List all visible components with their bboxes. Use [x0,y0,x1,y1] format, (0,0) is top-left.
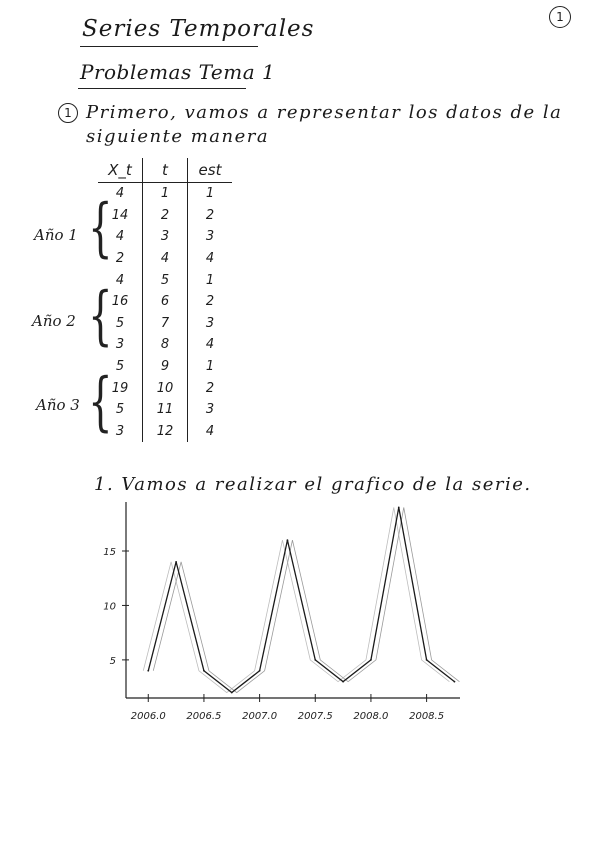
table-row [98,356,232,378]
chart-series [143,507,459,694]
table-row [98,269,232,291]
table-row [98,334,232,356]
chart-axes [126,502,460,698]
problem-intro-line-2: siguiente manera [86,126,270,147]
data-point [314,659,316,661]
cell-xt: 4 [115,272,125,288]
header-xt: X_t [98,158,143,183]
x-tick-label: 2006.0 [130,711,166,722]
data-point [454,681,456,683]
x-tick-label: 2007.0 [242,711,278,722]
subtitle-underline [78,88,246,89]
header-t: t [143,158,188,183]
page-subtitle: Problemas Tema 1 [80,60,276,84]
cell-est: 1 [188,269,233,291]
table-header-row [98,158,232,183]
x-tick-label: 2008.0 [353,711,389,722]
year-label-3: Año 3 [36,396,80,414]
table-row [98,183,232,205]
cell-xt: 16 [111,294,129,310]
year-label-2: Año 2 [32,312,76,330]
problem-intro-line-1: Primero, vamos a representar los datos de la [86,102,563,123]
page-title: Series Temporales [82,16,315,42]
brace-year-1: { [88,191,113,265]
series-ghost-trace [153,507,459,692]
brace-year-3: { [88,365,113,439]
page-number: 1 [549,6,571,28]
brace-year-2: { [88,279,113,353]
cell-est: 3 [188,399,233,421]
cell-est: 2 [188,205,233,227]
cell-t: 12 [143,421,188,443]
data-table [98,158,232,442]
table-row [98,421,232,443]
data-point [342,681,344,683]
cell-xt: 3 [115,337,125,353]
cell-xt: 5 [115,402,125,418]
data-point [370,659,372,661]
data-point [426,659,428,661]
header-est: est [188,158,233,183]
cell-t: 5 [143,269,188,291]
cell-t: 10 [143,377,188,399]
cell-xt: 5 [115,315,125,331]
step-1-text: 1. Vamos a realizar el grafico de la serie. [94,474,532,495]
y-tick-label: 15 [103,547,116,558]
data-point [287,539,289,541]
table-row [98,313,232,335]
data-point [175,561,177,563]
table-row [98,248,232,270]
cell-xt: 5 [115,359,125,375]
cell-xt: 2 [115,251,125,267]
cell-est: 3 [188,226,233,248]
year-label-1: Año 1 [34,226,78,244]
y-tick-label: 10 [103,601,116,613]
cell-xt: 4 [115,186,125,202]
cell-est: 4 [188,421,233,443]
x-tick-label: 2006.5 [186,711,222,722]
data-point [231,692,233,694]
data-point [398,507,400,509]
cell-t: 2 [143,205,188,227]
table-row [98,377,232,399]
table-row [98,226,232,248]
data-point [259,670,261,672]
data-point [203,670,205,672]
cell-t: 4 [143,248,188,270]
cell-t: 9 [143,356,188,378]
data-point [147,670,149,672]
cell-t: 1 [143,183,188,205]
problem-number-circle: 1 [58,103,78,123]
x-tick-label: 2008.5 [409,711,445,722]
cell-t: 7 [143,313,188,335]
cell-est: 4 [188,334,233,356]
table-row [98,205,232,227]
cell-t: 6 [143,291,188,313]
cell-est: 1 [188,183,233,205]
cell-xt: 14 [111,207,129,223]
cell-est: 1 [188,356,233,378]
cell-est: 4 [188,248,233,270]
table-row [98,399,232,421]
x-tick-label: 2007.5 [297,711,333,722]
cell-est: 2 [188,291,233,313]
cell-xt: 3 [115,423,125,439]
cell-est: 3 [188,313,233,335]
y-tick-label: 5 [109,655,116,667]
time-series-chart [0,490,600,740]
chart-ticks [103,547,444,722]
cell-xt: 4 [115,229,125,245]
cell-xt: 19 [111,380,129,396]
cell-est: 2 [188,377,233,399]
title-underline [80,46,258,47]
cell-t: 3 [143,226,188,248]
cell-t: 8 [143,334,188,356]
cell-t: 11 [143,399,188,421]
table-row [98,291,232,313]
